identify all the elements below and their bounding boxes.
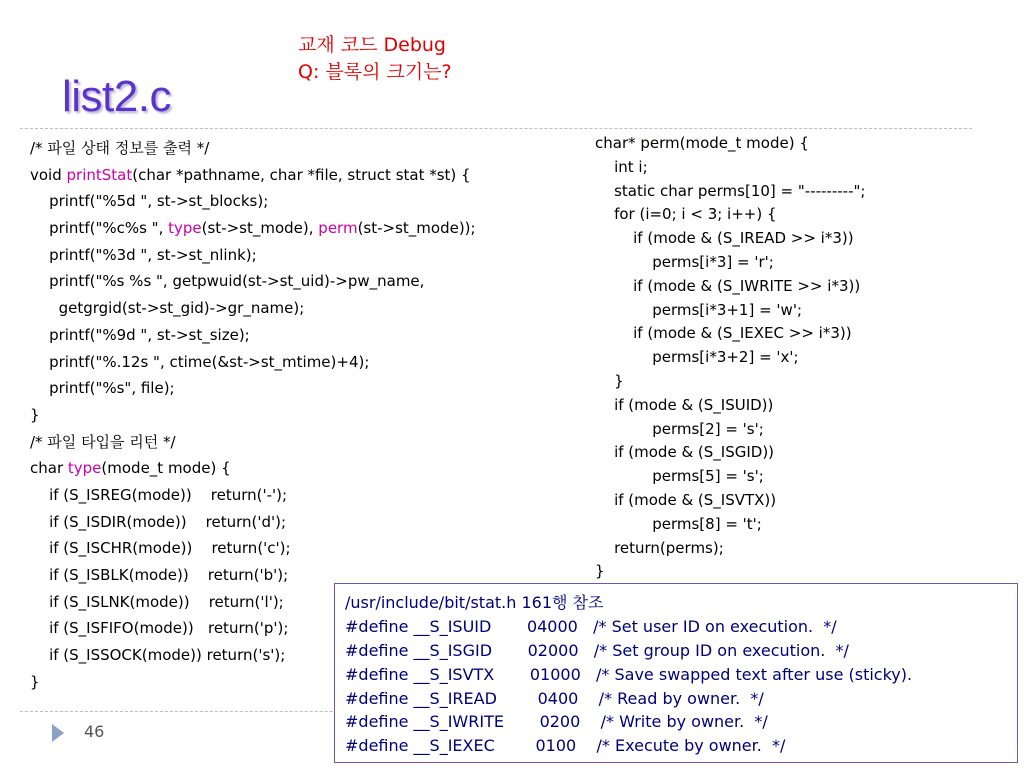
code-line: perms[5] = 's'; (595, 467, 764, 486)
right-code-block (595, 132, 865, 584)
code-text: printf("%5d ", st->st_blocks); (30, 192, 269, 211)
code-text: char (30, 459, 68, 478)
code-text: if (S_ISLNK(mode)) return('l'); (30, 592, 284, 611)
code-text: if (S_ISSOCK(mode)) return('s'); (30, 646, 286, 665)
code-text: if (S_ISCHR(mode)) return('c'); (30, 539, 291, 558)
code-text: (mode_t mode) { (101, 459, 231, 478)
function-name: type (168, 219, 202, 238)
code-line (30, 482, 476, 509)
define-line: #define __S_ISVTX 01000 /* Save swapped text after use (sticky). (345, 664, 913, 684)
code-line: if (mode & (S_ISGID)) (595, 443, 775, 462)
code-text: getgrgid(st->st_gid)->gr_name); (30, 299, 305, 318)
code-line (30, 402, 476, 429)
code-line: if (mode & (S_IREAD >> i*3)) (595, 229, 854, 248)
code-line: int i; (595, 157, 648, 176)
code-line: if (mode & (S_IWRITE >> i*3)) (595, 276, 861, 295)
code-line: if (mode & (S_ISVTX)) (595, 490, 777, 509)
code-text: if (S_ISDIR(mode)) return('d'); (30, 512, 287, 531)
code-line: perms[8] = 't'; (595, 514, 762, 533)
code-text: /* 파일 상태 정보를 출력 */ (30, 139, 210, 157)
code-line (30, 242, 476, 269)
code-text: /* 파일 타입을 리턴 */ (30, 432, 176, 451)
code-text: printf("%9d ", st->st_size); (30, 325, 250, 344)
code-text: if (S_ISFIFO(mode)) return('p'); (30, 619, 289, 638)
header-reference: /usr/include/bit/stat.h 161행 참조 (345, 593, 604, 612)
code-line: char* perm(mode_t mode) { (595, 134, 809, 152)
code-line: if (mode & (S_IEXEC >> i*3)) (595, 324, 852, 343)
code-text: (st->st_mode), (201, 219, 319, 238)
code-line (30, 375, 476, 402)
code-line (30, 349, 476, 376)
defines-callout-box (334, 583, 1018, 763)
code-text: if (S_ISBLK(mode)) return('b'); (30, 566, 289, 584)
defines-code-block (345, 591, 912, 758)
code-text: void (30, 165, 67, 184)
code-line (30, 162, 476, 189)
slide-title: list2.c (62, 72, 171, 121)
code-line: } (595, 371, 624, 390)
page-number: 46 (84, 722, 105, 741)
code-text: (st->st_mode)); (357, 219, 476, 238)
define-line: #define __S_IWRITE 0200 /* Write by owner. */ (345, 712, 768, 732)
note-line-2: Q: 블록의 크기는? (298, 61, 452, 83)
code-line: for (i=0; i < 3; i++) { (595, 205, 777, 224)
define-line: #define __S_IEXEC 0100 /* Execute by owner. */ (345, 736, 786, 756)
code-text: if (S_ISREG(mode)) return('-'); (30, 485, 288, 504)
slide-arrow-icon (52, 724, 64, 742)
function-name: printStat (66, 165, 133, 184)
define-line: #define __S_ISGID 02000 /* Set group ID on execution. */ (345, 640, 849, 660)
define-line: #define __S_IREAD 0400 /* Read by owner. */ (345, 688, 764, 708)
code-line: static char perms[10] = "---------"; (595, 181, 866, 200)
code-line (30, 535, 476, 562)
code-line (30, 188, 476, 215)
code-text: printf("%s", file); (30, 379, 175, 398)
code-line: } (595, 562, 605, 581)
code-line: perms[i*3+2] = 'x'; (595, 348, 799, 367)
code-text: (char *pathname, char *file, struct stat *st) { (132, 165, 471, 184)
instructor-note (298, 32, 452, 86)
code-line: perms[i*3+1] = 'w'; (595, 300, 802, 319)
code-line (30, 268, 476, 295)
code-text: printf("%.12s ", ctime(&st->st_mtime)+4); (30, 352, 370, 371)
code-line (30, 509, 476, 536)
code-text: } (30, 405, 40, 424)
code-line: perms[i*3] = 'r'; (595, 252, 774, 271)
code-line (30, 455, 476, 482)
function-name: type (67, 459, 102, 478)
code-line: perms[2] = 's'; (595, 419, 764, 438)
code-line (30, 429, 476, 456)
code-line: return(perms); (595, 538, 724, 557)
define-line: #define __S_ISUID 04000 /* Set user ID on execution. */ (345, 616, 837, 636)
code-line (30, 135, 476, 162)
code-line (30, 215, 476, 242)
code-line (30, 322, 476, 349)
code-text: printf("%3d ", st->st_nlink); (30, 245, 257, 264)
function-name: perm (318, 219, 358, 238)
code-text: } (30, 672, 40, 691)
code-line (30, 295, 476, 322)
code-text: printf("%c%s ", (30, 219, 169, 238)
top-divider (20, 128, 972, 129)
code-line: if (mode & (S_ISUID)) (595, 395, 774, 414)
code-text: printf("%s %s ", getpwuid(st->st_uid)->pw_name, (30, 272, 425, 291)
note-line-1: 교재 코드 Debug (298, 34, 446, 56)
